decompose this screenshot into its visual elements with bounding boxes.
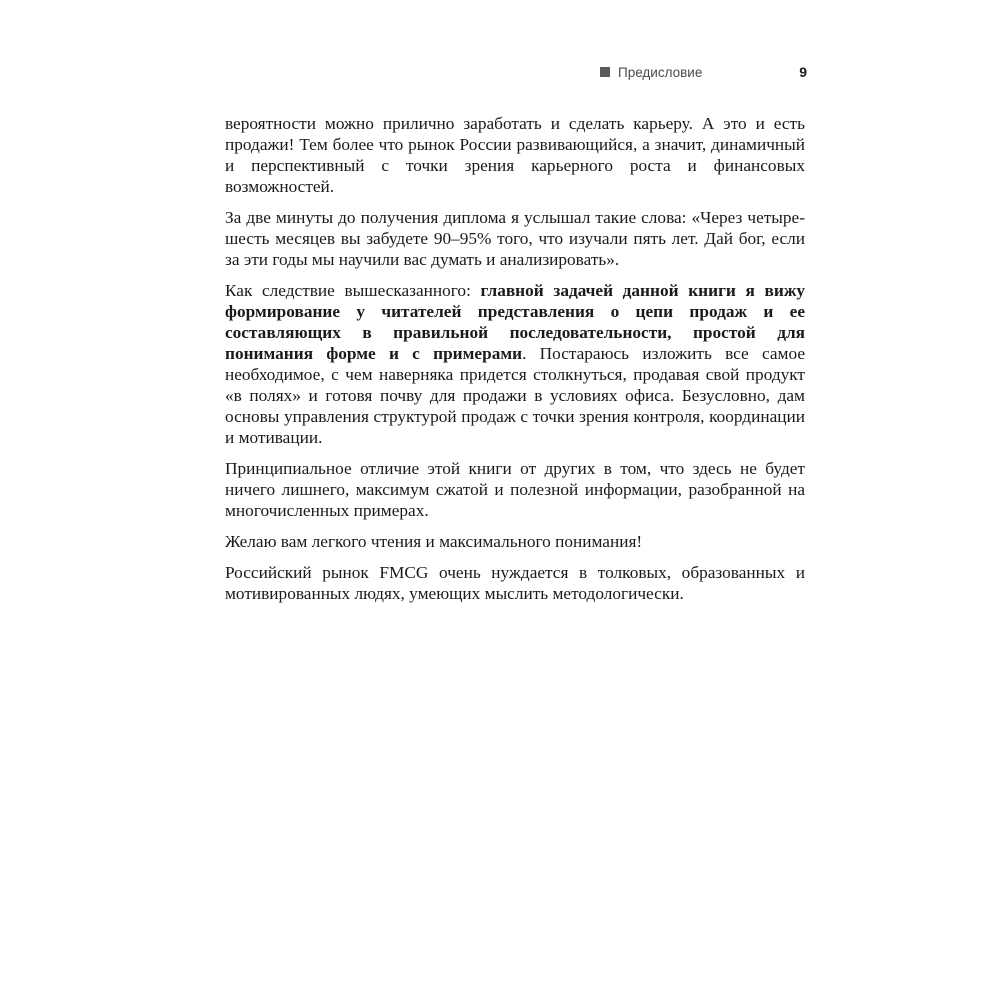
paragraph-6: Российский рынок FMCG очень нуждается в толковых, образованных и мотивированных людях, умеющих мыслить методологически. — [225, 563, 805, 603]
paragraph-5: Желаю вам легкого чтения и максимального понимания! — [225, 532, 643, 551]
running-head — [600, 61, 807, 83]
body-text — [225, 113, 805, 614]
section-title: Предисловие — [618, 64, 703, 80]
section-marker-square-icon — [600, 67, 610, 77]
paragraph-2: За две минуты до получения диплома я услышал такие слова: «Через четыре-шесть месяцев вы забудете 90–95% того, что изучали пять лет. Дай бог, если за эти годы мы научили вас думать и анализировать». — [225, 208, 805, 269]
page-number: 9 — [799, 64, 807, 80]
paragraph-3-bold-thesis: главной задачей данной книги я вижу формирование у читателей представления о цепи продаж и ее составляющих в правильной последовательности, простой для понимания форме и с примерами — [225, 281, 805, 363]
paragraph-4: Принципиальное отличие этой книги от других в том, что здесь не будет ничего лишнего, максимум сжатой и полезной информации, разобранной на многочисленных примерах. — [225, 459, 805, 520]
paragraph-1: вероятности можно прилично заработать и сделать карьеру. А это и есть продажи! Тем более что рынок России развивающийся, а значит, динамичный и перспективный с точки зрения карьерного роста и финансовых возможностей. — [225, 114, 805, 196]
paragraph-3-intro: Как следствие вышесказанного: — [225, 281, 481, 300]
paragraph-3 — [225, 280, 805, 448]
section-header — [600, 65, 702, 80]
paragraph-3-continuation: . Постараюсь изложить все самое необходимое, с чем наверняка придется столкнуться, продавая свой продукт «в полях» и готовя почву для продажи в условиях офиса. Безусловно, дам основы управления структурой продаж с точки зрения контроля, координации и мотивации. — [225, 344, 805, 447]
